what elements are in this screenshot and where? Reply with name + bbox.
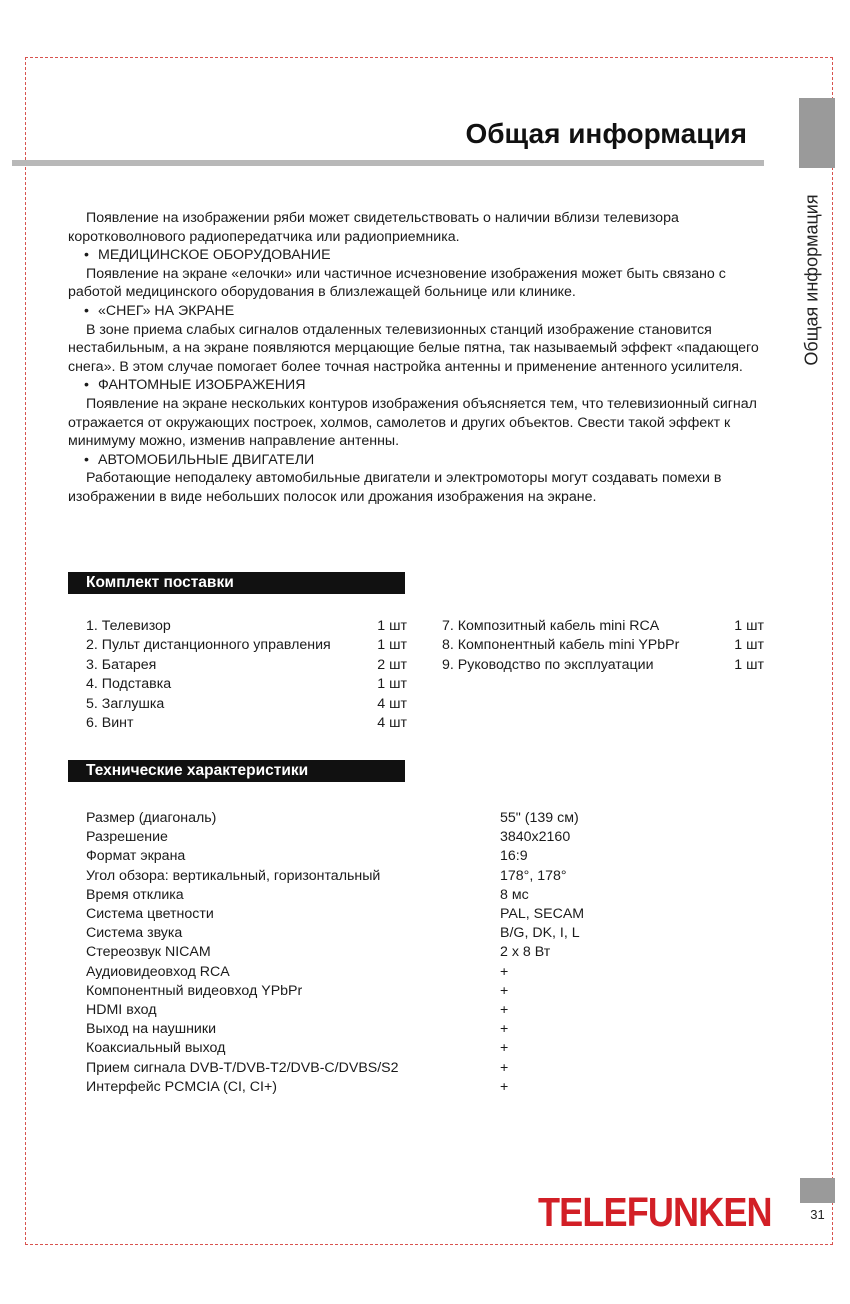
spec-name: Формат экрана xyxy=(86,848,186,865)
spec-value: 55" (139 см) xyxy=(500,810,579,826)
kit-item-name: 7. Композитный кабель mini RCA xyxy=(442,618,660,634)
table-row xyxy=(86,809,606,828)
page-number: 31 xyxy=(810,1207,825,1222)
spec-value: + xyxy=(500,1059,509,1076)
bullet-heading: • «СНЕГ» НА ЭКРАНЕ xyxy=(68,302,764,321)
table-row xyxy=(86,963,606,982)
paragraph: Появление на изображении ряби может свидетельствовать о наличии вблизи телевизора коротковолнового радиопередатчика или радиоприемника. xyxy=(68,210,679,245)
table-row xyxy=(86,905,606,924)
spec-name: Компонентный видеовход YPbPr xyxy=(86,982,303,999)
kit-item-name: 5. Заглушка xyxy=(86,695,165,712)
spec-value: B/G, DK, I, L xyxy=(500,925,580,942)
spec-value: PAL, SECAM xyxy=(500,906,585,923)
telefunken-logo: TELEFUNKEN xyxy=(538,1189,772,1235)
table-row xyxy=(86,982,606,1001)
kit-item-qty: 1 шт xyxy=(377,618,407,634)
list-item xyxy=(86,675,407,694)
spec-value: + xyxy=(500,963,509,980)
table-row xyxy=(86,1059,606,1078)
bullet-heading: • МЕДИЦИНСКОЕ ОБОРУДОВАНИЕ xyxy=(68,246,764,265)
kit-item-name: 6. Винт xyxy=(86,715,134,732)
spec-name: Система звука xyxy=(86,925,183,942)
page-number-block xyxy=(800,1178,835,1203)
spec-name: Система цветности xyxy=(86,906,214,923)
spec-value: + xyxy=(500,1078,509,1095)
spec-value: 178°, 178° xyxy=(500,867,567,884)
list-item xyxy=(86,636,407,655)
specs-table xyxy=(86,809,606,1097)
spec-name: HDMI вход xyxy=(86,1002,157,1019)
list-item xyxy=(86,695,407,714)
kit-list-right xyxy=(442,617,764,675)
paragraph: Появление на экране нескольких контуров изображения объясняется тем, что телевизионный сигнал отражается от окружающих построек, холмов, самолетов и других объектов. Свести такой эффект к минимуму можно, изменив направление антенны. xyxy=(68,395,757,450)
kit-heading: Комплект поставки xyxy=(68,572,405,594)
kit-item-name: 9. Руководство по эксплуатации xyxy=(442,656,654,673)
kit-item-name: 8. Компонентный кабель mini YPbPr xyxy=(442,637,680,654)
list-item xyxy=(86,656,407,675)
bullet-heading: • АВТОМОБИЛЬНЫЕ ДВИГАТЕЛИ xyxy=(68,451,764,470)
table-row xyxy=(86,943,606,962)
kit-item-qty: 1 шт xyxy=(734,656,764,673)
spec-name: Разрешение xyxy=(86,829,168,846)
paragraph: Работающие неподалеку автомобильные двигатели и электромоторы могут создавать помехи в изображении в виде небольших полосок или дрожания изображения на экране. xyxy=(68,470,722,505)
page-title: Общая информация xyxy=(465,118,747,149)
spec-value: + xyxy=(500,1002,509,1019)
spec-name: Время отклика xyxy=(86,886,184,903)
spec-value: 3840x2160 xyxy=(500,829,571,846)
kit-item-qty: 1 шт xyxy=(377,637,407,654)
table-row xyxy=(86,1078,606,1097)
spec-name: Выход на наушники xyxy=(86,1021,216,1038)
kit-item-name: 3. Батарея xyxy=(86,656,157,673)
spec-value: 8 мс xyxy=(500,886,529,903)
spec-value: + xyxy=(500,1040,509,1057)
spec-name: Угол обзора: вертикальный, горизонтальный xyxy=(86,867,381,884)
paragraph: В зоне приема слабых сигналов отдаленных телевизионных станций изображение становится нестабильным, а на экране появляются мерцающие белые пятна, так называемый эффект «падающего снега». В этом случае помогает более точная настройка антенны и применение антенного усилителя. xyxy=(68,321,759,375)
table-row xyxy=(86,1001,606,1020)
spec-name: Коаксиальный выход xyxy=(86,1040,226,1057)
list-item xyxy=(86,714,407,733)
list-item xyxy=(86,617,407,636)
table-row xyxy=(86,1039,606,1058)
spec-name: Стереозвук NICAM xyxy=(86,944,211,961)
paragraph: Появление на экране «елочки» или частичное исчезновение изображения может быть связано с работой медицинского оборудования в близлежащей больнице или клинике. xyxy=(68,265,726,301)
kit-item-qty: 4 шт xyxy=(377,695,407,712)
general-info-text xyxy=(68,209,764,507)
spec-name: Интерфейс PCMCIA (CI, CI+) xyxy=(86,1078,278,1095)
table-row xyxy=(86,867,606,886)
kit-item-qty: 1 шт xyxy=(734,637,764,654)
kit-item-qty: 2 шт xyxy=(377,656,407,673)
list-item xyxy=(442,617,764,636)
side-tab-label: Общая информация xyxy=(801,194,822,366)
spec-value: 16:9 xyxy=(500,848,528,865)
table-row xyxy=(86,828,606,847)
title-rule xyxy=(12,160,764,166)
kit-item-name: 4. Подставка xyxy=(86,676,172,693)
kit-item-name: 1. Телевизор xyxy=(86,618,171,634)
list-item xyxy=(442,656,764,675)
table-row xyxy=(86,886,606,905)
specs-heading: Технические характеристики xyxy=(68,760,405,782)
spec-value: + xyxy=(500,1021,509,1038)
bullet-heading: • ФАНТОМНЫЕ ИЗОБРАЖЕНИЯ xyxy=(68,376,764,395)
spec-name: Размер (диагональ) xyxy=(86,810,217,826)
spec-value: 2 х 8 Вт xyxy=(500,944,551,961)
list-item xyxy=(442,636,764,655)
table-row xyxy=(86,1020,606,1039)
spec-name: Аудиовидеовход RCA xyxy=(86,963,230,980)
kit-item-qty: 1 шт xyxy=(377,676,407,693)
side-tab-block xyxy=(799,98,835,168)
kit-list-left xyxy=(86,617,407,733)
spec-value: + xyxy=(500,982,509,999)
table-row xyxy=(86,847,606,866)
spec-name: Прием сигнала DVB-T/DVB-T2/DVB-C/DVBS/S2 xyxy=(86,1059,399,1076)
kit-item-qty: 1 шт xyxy=(734,618,764,634)
kit-item-qty: 4 шт xyxy=(377,715,407,732)
table-row xyxy=(86,924,606,943)
kit-item-name: 2. Пульт дистанционного управления xyxy=(86,637,331,654)
